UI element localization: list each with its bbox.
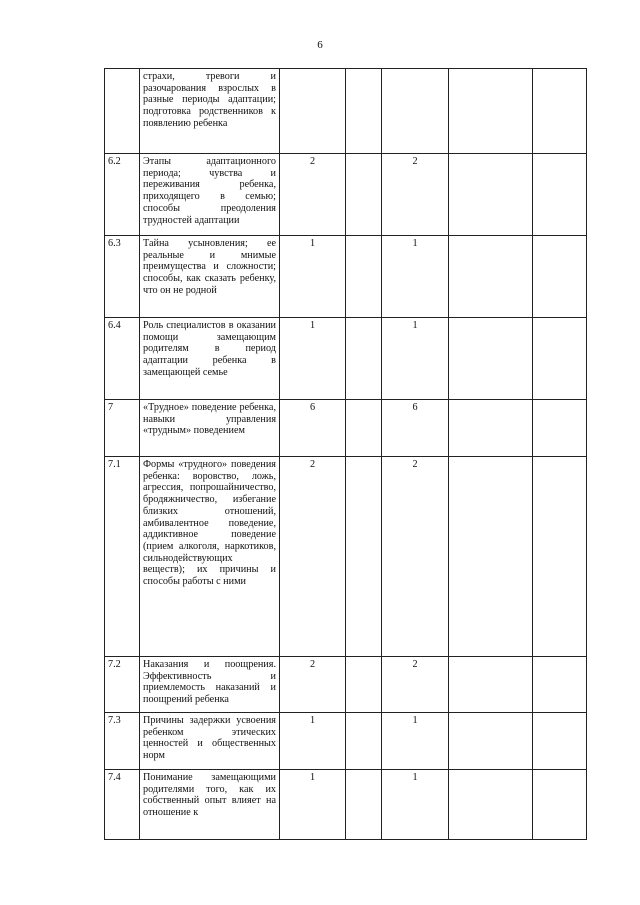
topic-cell: Тайна усыновления; ее реальные и мнимые преимущества и сложности; способы, как сказать ребенку, что он не родной [140,236,280,318]
lecture-hours-cell [346,657,382,713]
row-number: 7.1 [105,457,140,657]
control-form-cell [533,713,587,770]
control-form-cell [533,154,587,236]
row-number: 7.2 [105,657,140,713]
total-hours-cell: 2 [280,457,346,657]
control-form-cell [533,657,587,713]
lecture-hours-cell [346,69,382,154]
control-form-cell [533,69,587,154]
total-hours-cell [280,69,346,154]
lecture-hours-cell [346,154,382,236]
total-hours-cell: 6 [280,400,346,457]
topic-cell: Роль специалистов в оказании помощи замещающим родителям в период адаптации ребенка в замещающей семье [140,318,280,400]
practice-hours-cell: 2 [382,457,449,657]
topic-cell: страхи, тревоги и разочарования взрослых в разные периоды адаптации; подготовка родственников к появлению ребенка [140,69,280,154]
table-row [105,154,587,236]
table-row [105,457,587,657]
practice-hours-cell [382,69,449,154]
topic-cell: Понимание замещающими родителями того, как их собственный опыт влияет на отношение к [140,770,280,840]
practice-hours-cell: 1 [382,713,449,770]
table-row [105,400,587,457]
practice-hours-cell: 1 [382,318,449,400]
individual-hours-cell [449,154,533,236]
practice-hours-cell: 2 [382,154,449,236]
total-hours-cell: 2 [280,154,346,236]
control-form-cell [533,457,587,657]
topic-cell: Причины задержки усвоения ребенком этических ценностей и общественных норм [140,713,280,770]
lecture-hours-cell [346,400,382,457]
row-number [105,69,140,154]
practice-hours-cell: 2 [382,657,449,713]
curriculum-table [104,68,587,840]
row-number: 7 [105,400,140,457]
individual-hours-cell [449,657,533,713]
control-form-cell [533,770,587,840]
individual-hours-cell [449,400,533,457]
total-hours-cell: 1 [280,713,346,770]
row-number: 7.3 [105,713,140,770]
row-number: 6.4 [105,318,140,400]
control-form-cell [533,400,587,457]
table-row [105,770,587,840]
table-row [105,69,587,154]
topic-cell: «Трудное» поведение ребенка, навыки управления «трудным» поведением [140,400,280,457]
individual-hours-cell [449,236,533,318]
row-number: 7.4 [105,770,140,840]
control-form-cell [533,318,587,400]
total-hours-cell: 1 [280,236,346,318]
total-hours-cell: 1 [280,318,346,400]
topic-cell: Наказания и поощрения. Эффективность и приемлемость наказаний и поощрений ребенка [140,657,280,713]
individual-hours-cell [449,318,533,400]
topic-cell: Этапы адаптационного периода; чувства и переживания ребенка, приходящего в семью; способы преодоления трудностей адаптации [140,154,280,236]
table-row [105,657,587,713]
table-row [105,318,587,400]
topic-cell: Формы «трудного» поведения ребенка: воровство, ложь, агрессия, попрошайничество, бродяжничество, избегание близких отношений, амбивалентное поведение, аддиктивное поведение (прием алкоголя, наркотиков, сильнодействующих веществ); их причины и способы работы с ними [140,457,280,657]
row-number: 6.3 [105,236,140,318]
individual-hours-cell [449,457,533,657]
total-hours-cell: 2 [280,657,346,713]
lecture-hours-cell [346,318,382,400]
lecture-hours-cell [346,770,382,840]
individual-hours-cell [449,770,533,840]
table-row [105,236,587,318]
page-number: 6 [317,39,323,51]
control-form-cell [533,236,587,318]
table-row [105,713,587,770]
practice-hours-cell: 1 [382,236,449,318]
row-number: 6.2 [105,154,140,236]
total-hours-cell: 1 [280,770,346,840]
lecture-hours-cell [346,457,382,657]
practice-hours-cell: 6 [382,400,449,457]
practice-hours-cell: 1 [382,770,449,840]
individual-hours-cell [449,713,533,770]
lecture-hours-cell [346,713,382,770]
individual-hours-cell [449,69,533,154]
lecture-hours-cell [346,236,382,318]
